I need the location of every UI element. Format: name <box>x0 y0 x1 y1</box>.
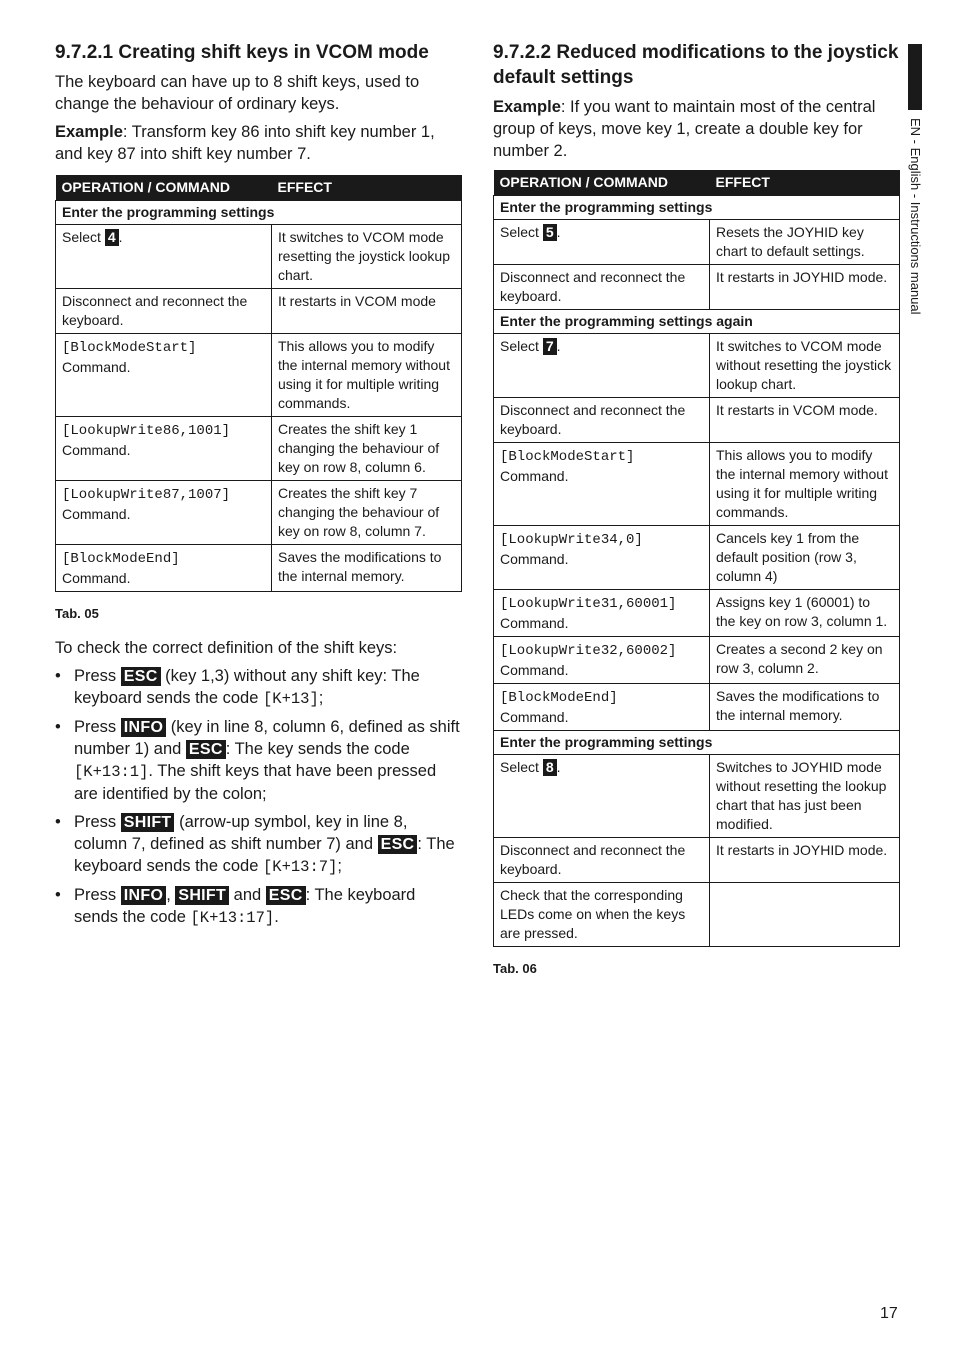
table-row: Disconnect and reconnect the keyboard. It restarts in VCOM mode <box>56 289 462 334</box>
key-8-badge: 8 <box>543 759 557 776</box>
info-key-badge: INFO <box>121 886 166 905</box>
info-key-badge: INFO <box>121 718 166 737</box>
esc-key-badge: ESC <box>378 835 418 854</box>
right-column <box>493 40 900 992</box>
key-5-badge: 5 <box>543 224 557 241</box>
shift-key-badge: SHIFT <box>121 813 175 832</box>
table-section: Enter the programming settings again <box>494 310 900 334</box>
table-row: [BlockModeEnd] Command. Saves the modifications to the internal memory. <box>494 684 900 731</box>
intro-paragraph: The keyboard can have up to 8 shift keys, used to change the behaviour of ordinary keys. <box>55 73 420 113</box>
table-row: Check that the corresponding LEDs come on when the keys are pressed. <box>494 883 900 947</box>
sidebar-marker <box>908 44 922 110</box>
check-paragraph: To check the correct definition of the shift keys: <box>55 639 398 657</box>
table-row: [LookupWrite32,60002] Command. Creates a second 2 key on row 3, column 2. <box>494 637 900 684</box>
table-row: [LookupWrite87,1007] Command. Creates the shift key 7 changing the behaviour of key on row 8, column 7. <box>56 481 462 545</box>
shift-key-badge: SHIFT <box>175 886 229 905</box>
left-column <box>55 40 462 935</box>
list-item: • Press INFO , SHIFT and ESC : The keyboard sends the code [K+13:17]. <box>55 886 416 927</box>
table-row: [BlockModeStart] Command. This allows you to modify the internal memory without using it for multiple writing commands. <box>56 334 462 417</box>
table-row: Disconnect and reconnect the keyboard. It restarts in VCOM mode. <box>494 398 900 443</box>
esc-key-badge: ESC <box>121 667 161 686</box>
esc-key-badge: ESC <box>186 740 226 759</box>
page-number: 17 <box>880 1305 898 1322</box>
table-row: Disconnect and reconnect the keyboard. It restarts in JOYHID mode. <box>494 265 900 310</box>
sidebar-language-label: EN - English - Instructions manual <box>908 118 923 315</box>
list-item: • Press ESC (key 1,3) without any shift key: The keyboard sends the code [K+13]; <box>55 667 420 708</box>
table-row: [LookupWrite86,1001] Command. Creates the shift key 1 changing the behaviour of key on row 8, column 6. <box>56 417 462 481</box>
example-paragraph: Example: Transform key 86 into shift key number 1, and key 87 into shift key number 7. <box>55 123 435 163</box>
example-paragraph: Example: If you want to maintain most of the central group of keys, move key 1, create a double key for number 2. <box>493 98 876 160</box>
key-7-badge: 7 <box>543 338 557 355</box>
table-row: [BlockModeEnd] Command. Saves the modifications to the internal memory. <box>56 545 462 592</box>
table-header-effect: EFFECT <box>272 175 462 201</box>
table-05 <box>55 175 462 592</box>
table-caption: Tab. 06 <box>493 961 537 976</box>
table-row: Select 5 . Resets the JOYHID key chart to default settings. <box>494 220 900 265</box>
table-header-effect: EFFECT <box>710 170 900 196</box>
table-row: [LookupWrite34,0] Command. Cancels key 1 from the default position (row 3, column 4) <box>494 526 900 590</box>
table-section: Enter the programming settings <box>56 201 462 225</box>
table-section: Enter the programming settings <box>494 731 900 755</box>
table-06 <box>493 170 900 947</box>
table-row: Disconnect and reconnect the keyboard. It restarts in JOYHID mode. <box>494 838 900 883</box>
table-row: Select 8 . Switches to JOYHID mode without resetting the lookup chart that has just been modified. <box>494 755 900 838</box>
key-4-badge: 4 <box>105 229 119 246</box>
list-item: • Press SHIFT (arrow-up symbol, key in line 8, column 7, defined as shift number 7) and ESC : The keyboard sends the code [K+13:7]; <box>55 813 455 876</box>
table-section: Enter the programming settings <box>494 196 900 220</box>
bullet-list <box>55 665 462 929</box>
table-row: Select 7 . It switches to VCOM mode without resetting the joystick lookup chart. <box>494 334 900 398</box>
table-header-operation: OPERATION / COMMAND <box>494 170 710 196</box>
table-row: [BlockModeStart] Command. This allows you to modify the internal memory without using it for multiple writing commands. <box>494 443 900 526</box>
section-heading-9-7-2-2: 9.7.2.2 Reduced modifications to the joystick default settings <box>493 42 899 88</box>
table-row: [LookupWrite31,60001] Command. Assigns key 1 (60001) to the key on row 3, column 1. <box>494 590 900 637</box>
section-heading-9-7-2-1: 9.7.2.1 Creating shift keys in VCOM mode <box>55 42 429 63</box>
table-caption: Tab. 05 <box>55 606 99 621</box>
list-item: • Press INFO (key in line 8, column 6, defined as shift number 1) and ESC : The key sends the code [K+13:1]. The shift keys that have been pressed are identified by the colon; <box>55 718 460 803</box>
table-row: Select 4 . It switches to VCOM mode resetting the joystick lookup chart. <box>56 225 462 289</box>
esc-key-badge: ESC <box>266 886 306 905</box>
table-header-operation: OPERATION / COMMAND <box>56 175 272 201</box>
